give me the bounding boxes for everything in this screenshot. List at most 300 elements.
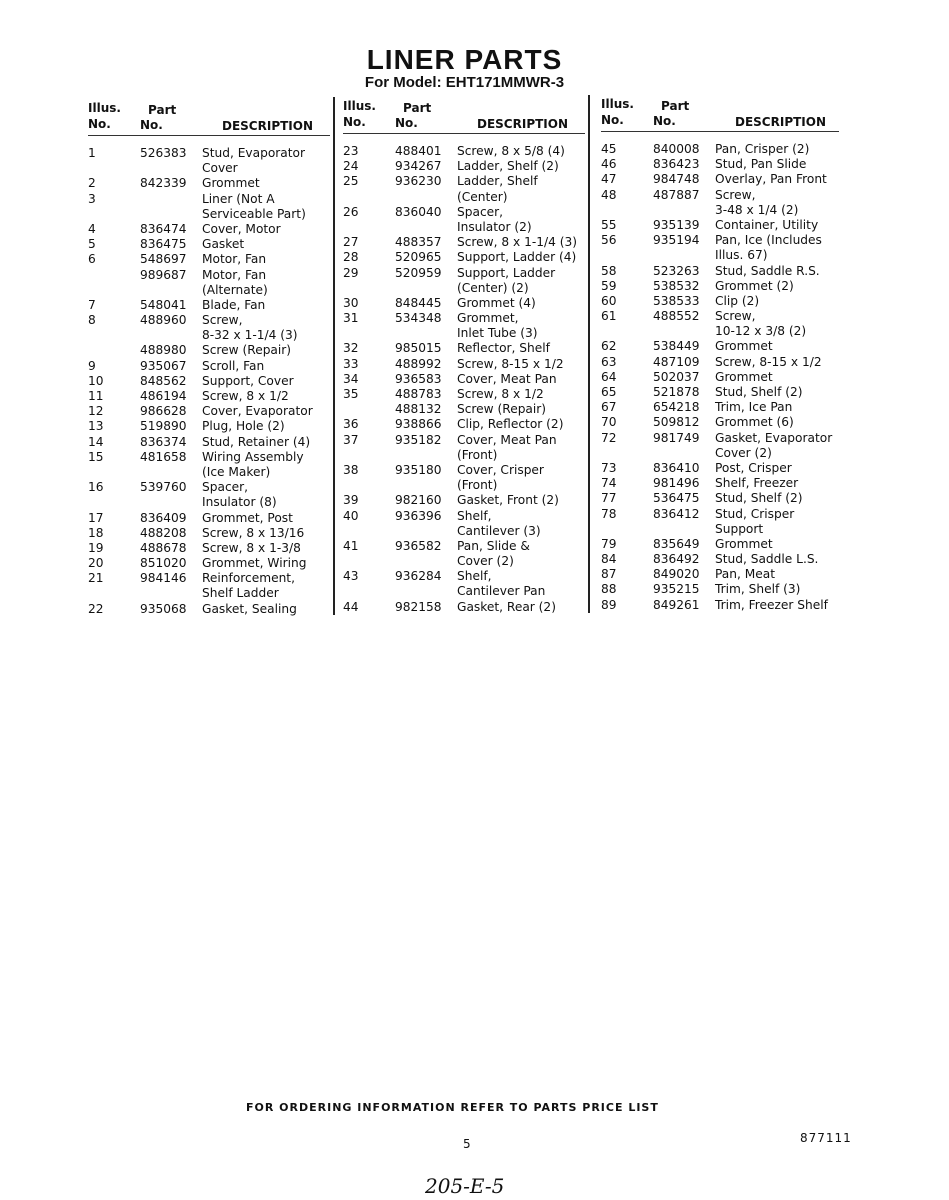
description-line: Cover, Meat Pan [457, 432, 557, 447]
parts-column-2 [343, 99, 585, 615]
part-row [601, 415, 839, 430]
column-header [88, 101, 330, 136]
part-number: 488552 [653, 309, 700, 324]
part-row [88, 571, 330, 601]
illus-number: 14 [88, 434, 104, 449]
part-row [88, 237, 330, 252]
illus-number: 15 [88, 449, 104, 464]
part-description [457, 463, 585, 493]
part-description [457, 266, 585, 296]
description-line: Screw (Repair) [202, 343, 292, 358]
part-row [343, 463, 585, 493]
illus-number: 87 [601, 567, 617, 582]
description-line: (Alternate) [202, 282, 268, 297]
part-row [88, 268, 330, 298]
header-description: DESCRIPTION [477, 117, 569, 131]
header-label: No. [395, 116, 418, 130]
illus-number: 63 [601, 354, 617, 369]
part-row [88, 389, 330, 404]
part-row [343, 174, 585, 204]
description-line: Gasket [202, 237, 245, 252]
part-row [601, 172, 839, 187]
description-line: Pan, Ice (Includes [715, 233, 822, 248]
part-row [343, 539, 585, 569]
illus-number: 1 [88, 146, 96, 160]
illus-number: 62 [601, 339, 617, 354]
part-description [715, 461, 839, 476]
part-description [457, 493, 585, 508]
header-label: Illus. [343, 99, 376, 113]
description-line: Grommet [715, 369, 773, 384]
illus-number: 73 [601, 460, 617, 475]
part-number: 981496 [653, 476, 700, 491]
part-number: 934267 [395, 159, 442, 174]
part-row [88, 450, 330, 480]
illus-number: 89 [601, 597, 617, 612]
illus-number: 65 [601, 385, 617, 399]
illus-number: 40 [343, 508, 359, 523]
description-line: Overlay, Pan Front [715, 172, 827, 187]
part-number: 935182 [395, 432, 442, 447]
ordering-footer: FOR ORDERING INFORMATION REFER TO PARTS PRICE LIST [246, 1101, 659, 1114]
part-row [88, 404, 330, 419]
part-description [457, 539, 585, 569]
part-number: 654218 [653, 400, 700, 415]
part-number: 989687 [140, 267, 187, 282]
part-row [601, 279, 839, 294]
part-row [88, 419, 330, 434]
part-description [715, 339, 839, 354]
description-line: Stud, Pan Slide [715, 157, 807, 172]
part-row [601, 370, 839, 385]
part-number: 851020 [140, 556, 187, 571]
description-line: Ladder, Shelf (2) [457, 159, 559, 174]
part-row [343, 600, 585, 615]
part-description [202, 389, 330, 404]
part-number: 526383 [140, 146, 187, 160]
description-line: Gasket, Rear (2) [457, 599, 556, 614]
part-description [715, 355, 839, 370]
part-number: 487109 [653, 354, 700, 369]
column-divider [588, 95, 590, 613]
part-number: 520959 [395, 265, 442, 280]
part-description [457, 341, 585, 356]
part-row [88, 252, 330, 267]
part-description [715, 598, 839, 613]
description-line: Clip (2) [715, 293, 760, 308]
part-number: 982158 [395, 599, 442, 614]
part-number: 534348 [395, 311, 442, 326]
illus-number: 48 [601, 187, 617, 202]
description-line: Screw, 8-15 x 1/2 [715, 354, 822, 369]
description-line: Motor, Fan [202, 252, 267, 267]
part-row [88, 146, 330, 176]
illus-number: 32 [343, 341, 359, 356]
part-row [88, 298, 330, 313]
part-row [601, 400, 839, 415]
part-row [601, 355, 839, 370]
part-number: 935067 [140, 358, 187, 373]
description-line: Cover, Meat Pan [457, 371, 557, 386]
description-line: Screw, 8 x 1-3/8 [202, 540, 301, 555]
part-number: 982160 [395, 493, 442, 508]
part-row [88, 222, 330, 237]
part-number: 936582 [395, 538, 442, 553]
illus-number: 7 [88, 297, 96, 312]
description-line: Support, Ladder [457, 265, 556, 280]
header-label: No. [653, 114, 676, 128]
illus-number: 11 [88, 389, 104, 403]
description-line: Gasket, Front (2) [457, 493, 559, 508]
part-number: 488132 [395, 402, 442, 417]
description-line: Serviceable Part) [202, 206, 306, 221]
part-row [601, 188, 839, 218]
description-line: Screw, [715, 309, 756, 324]
description-line: Illus. 67) [715, 248, 768, 263]
illus-number: 25 [343, 174, 359, 189]
part-description [457, 372, 585, 387]
description-line: Grommet (4) [457, 295, 536, 310]
illus-number: 27 [343, 235, 359, 250]
part-row [343, 205, 585, 235]
description-line: Insulator (2) [457, 219, 532, 234]
header-label: Illus. [88, 101, 121, 115]
part-description [457, 159, 585, 174]
illus-number: 9 [88, 358, 96, 373]
illus-number: 22 [88, 601, 104, 616]
part-description [202, 192, 330, 222]
part-description [202, 541, 330, 556]
description-line: Screw, 8 x 13/16 [202, 525, 305, 540]
part-row [343, 266, 585, 296]
part-description [715, 233, 839, 263]
part-row [343, 235, 585, 250]
part-number: 836475 [140, 237, 187, 252]
illus-number: 16 [88, 480, 104, 495]
part-row [601, 218, 839, 233]
model-subtitle: For Model: EHT171MMWR-3 [364, 74, 565, 91]
part-number: 521878 [653, 385, 700, 399]
part-description [715, 172, 839, 187]
illus-number: 8 [88, 313, 96, 328]
illus-number: 19 [88, 540, 104, 555]
description-line: Trim, Shelf (3) [715, 582, 801, 597]
description-line: Ladder, Shelf [457, 174, 538, 189]
part-row [601, 431, 839, 461]
description-line: Shelf, [457, 508, 492, 523]
part-row [343, 493, 585, 508]
description-line: Spacer, [202, 480, 249, 495]
part-row [343, 509, 585, 539]
description-line: Screw, [715, 187, 756, 202]
part-number: 538533 [653, 293, 700, 308]
part-number: 488960 [140, 313, 187, 328]
description-line: Cover, Motor [202, 221, 281, 236]
part-description [715, 370, 839, 385]
part-number: 935139 [653, 217, 700, 232]
illus-number: 56 [601, 233, 617, 248]
part-description [457, 569, 585, 599]
part-row [601, 552, 839, 567]
description-line: Grommet [202, 176, 260, 191]
parts-column-1 [88, 101, 330, 617]
part-row [601, 507, 839, 537]
part-number: 836374 [140, 434, 187, 449]
part-description [715, 385, 839, 400]
description-line: Grommet (6) [715, 415, 794, 430]
part-description [457, 509, 585, 539]
illus-number: 5 [88, 237, 96, 252]
part-row [601, 339, 839, 354]
part-description [202, 526, 330, 541]
part-number: 936230 [395, 174, 442, 189]
illus-number: 4 [88, 221, 96, 236]
part-number: 835649 [653, 536, 700, 551]
part-number: 538532 [653, 278, 700, 293]
part-description [715, 309, 839, 339]
part-number: 548697 [140, 252, 187, 267]
part-description [202, 602, 330, 617]
part-description [457, 387, 585, 402]
description-line: Trim, Ice Pan [715, 400, 793, 415]
illus-number: 2 [88, 176, 96, 191]
header-description: DESCRIPTION [735, 115, 827, 129]
header-label: No. [88, 117, 111, 131]
part-row [343, 372, 585, 387]
part-number: 488208 [140, 525, 187, 540]
part-row [601, 567, 839, 582]
part-row [343, 569, 585, 599]
part-number: 836412 [653, 506, 700, 521]
illus-number: 67 [601, 400, 617, 415]
part-row [601, 476, 839, 491]
part-number: 840008 [653, 142, 700, 156]
description-line: Liner (Not A [202, 191, 275, 206]
header-label: No. [140, 118, 163, 132]
part-description [202, 571, 330, 601]
part-row [601, 385, 839, 400]
part-number: 548041 [140, 297, 187, 312]
part-description [457, 402, 585, 417]
part-description [457, 144, 585, 159]
illus-number: 24 [343, 159, 359, 174]
part-description [457, 296, 585, 311]
description-line: (Center) (2) [457, 280, 529, 295]
description-line: Screw, 8 x 1-1/4 (3) [457, 235, 578, 250]
illus-number: 78 [601, 506, 617, 521]
illus-number: 36 [343, 417, 359, 432]
part-row [88, 556, 330, 571]
part-number: 488980 [140, 343, 187, 358]
illus-number: 47 [601, 172, 617, 187]
column-header [601, 97, 839, 132]
part-number: 984748 [653, 172, 700, 187]
illus-number: 29 [343, 265, 359, 280]
page-number: 5 [463, 1137, 471, 1151]
part-description [202, 359, 330, 374]
part-row [601, 537, 839, 552]
part-row [88, 176, 330, 191]
part-description [202, 450, 330, 480]
part-description [457, 205, 585, 235]
illus-number: 6 [88, 252, 96, 267]
part-number: 539760 [140, 480, 187, 495]
illus-number: 45 [601, 142, 617, 156]
description-line: Cover, Crisper [457, 462, 544, 477]
part-row [601, 309, 839, 339]
handwritten-note: 205-E-5 [425, 1174, 505, 1198]
illus-number: 74 [601, 476, 617, 491]
illus-number: 70 [601, 415, 617, 430]
part-number: 848562 [140, 373, 187, 388]
part-description [457, 174, 585, 204]
part-description [457, 357, 585, 372]
part-row [343, 311, 585, 341]
header-label: No. [601, 113, 624, 127]
description-line: Trim, Freezer Shelf [715, 597, 828, 612]
illus-number: 61 [601, 309, 617, 324]
part-row [343, 433, 585, 463]
part-number: 836474 [140, 221, 187, 236]
description-line: Support, Cover [202, 373, 294, 388]
part-row [343, 417, 585, 432]
description-line: Reinforcement, [202, 571, 295, 586]
part-row [88, 435, 330, 450]
description-line: 8-32 x 1-1/4 (3) [202, 328, 298, 343]
part-number: 981749 [653, 430, 700, 445]
part-description [715, 431, 839, 461]
illus-number: 43 [343, 569, 359, 584]
description-line: Screw (Repair) [457, 402, 547, 417]
illus-number: 23 [343, 144, 359, 158]
illus-number: 33 [343, 356, 359, 371]
header-label: Part [661, 99, 690, 113]
illus-number: 44 [343, 599, 359, 614]
part-number: 836409 [140, 510, 187, 525]
description-line: Grommet (2) [715, 278, 794, 293]
part-row [88, 313, 330, 343]
part-number: 984146 [140, 571, 187, 586]
part-description [715, 294, 839, 309]
part-description [202, 222, 330, 237]
part-row [343, 402, 585, 417]
description-line: Scroll, Fan [202, 358, 265, 373]
part-number: 523263 [653, 263, 700, 278]
part-row [88, 343, 330, 358]
part-description [202, 252, 330, 267]
part-description [715, 567, 839, 582]
part-description [715, 415, 839, 430]
description-line: Cover (2) [457, 554, 514, 569]
description-line: Pan, Slide & [457, 538, 530, 553]
description-line: Shelf, [457, 569, 492, 584]
illus-number: 41 [343, 538, 359, 553]
description-line: (Front) [457, 447, 498, 462]
part-description [202, 298, 330, 313]
part-row [88, 602, 330, 617]
part-description [202, 176, 330, 191]
part-row [601, 157, 839, 172]
part-row [88, 192, 330, 222]
part-description [202, 343, 330, 358]
part-number: 849261 [653, 597, 700, 612]
part-row [601, 294, 839, 309]
description-line: Screw, 8 x 1/2 [202, 389, 289, 403]
description-line: Grommet, [457, 311, 519, 326]
part-number: 502037 [653, 369, 700, 384]
part-row [601, 233, 839, 263]
part-number: 842339 [140, 176, 187, 191]
part-number: 520965 [395, 250, 442, 265]
illus-number: 60 [601, 293, 617, 308]
illus-number: 37 [343, 432, 359, 447]
part-description [715, 188, 839, 218]
description-line: Cover (2) [715, 445, 772, 460]
part-number: 935180 [395, 462, 442, 477]
column-divider [333, 97, 335, 615]
part-number: 836040 [395, 204, 442, 219]
illus-number: 34 [343, 371, 359, 386]
part-description [457, 250, 585, 265]
description-line: 10-12 x 3/8 (2) [715, 324, 807, 339]
description-line: 3-48 x 1/4 (2) [715, 202, 799, 217]
illus-number: 84 [601, 552, 617, 567]
header-description: DESCRIPTION [222, 119, 314, 133]
description-line: Blade, Fan [202, 297, 266, 312]
part-description [715, 218, 839, 233]
part-number: 836423 [653, 157, 700, 172]
part-description [202, 404, 330, 419]
description-line: Screw, 8 x 1/2 [457, 387, 544, 401]
description-line: Stud, Saddle L.S. [715, 552, 819, 567]
part-number: 488401 [395, 144, 442, 158]
illus-number: 55 [601, 217, 617, 232]
illus-number: 58 [601, 263, 617, 278]
header-label: Illus. [601, 97, 634, 111]
part-row [88, 480, 330, 510]
part-number: 488783 [395, 387, 442, 401]
illus-number: 64 [601, 369, 617, 384]
description-line: Spacer, [457, 204, 504, 219]
description-line: Clip, Reflector (2) [457, 417, 564, 432]
part-description [715, 552, 839, 567]
part-description [715, 491, 839, 506]
parts-list [88, 146, 330, 617]
description-line: Grommet [715, 536, 773, 551]
part-description [457, 433, 585, 463]
illus-number: 12 [88, 404, 104, 419]
description-line: Post, Crisper [715, 460, 792, 475]
parts-list [601, 142, 839, 613]
illus-number: 79 [601, 536, 617, 551]
part-number: 538449 [653, 339, 700, 354]
part-description [202, 435, 330, 450]
illus-number: 88 [601, 582, 617, 597]
part-number: 849020 [653, 567, 700, 582]
part-number: 836492 [653, 552, 700, 567]
illus-number: 46 [601, 157, 617, 172]
part-description [202, 511, 330, 526]
illus-number: 28 [343, 250, 359, 265]
part-row [343, 387, 585, 402]
illus-number: 72 [601, 430, 617, 445]
part-number: 936583 [395, 371, 442, 386]
description-line: Stud, Shelf (2) [715, 491, 803, 506]
page-title: LINER PARTS [366, 44, 563, 75]
description-line: Shelf Ladder [202, 586, 279, 601]
part-number: 986628 [140, 404, 187, 419]
column-header [343, 99, 585, 134]
